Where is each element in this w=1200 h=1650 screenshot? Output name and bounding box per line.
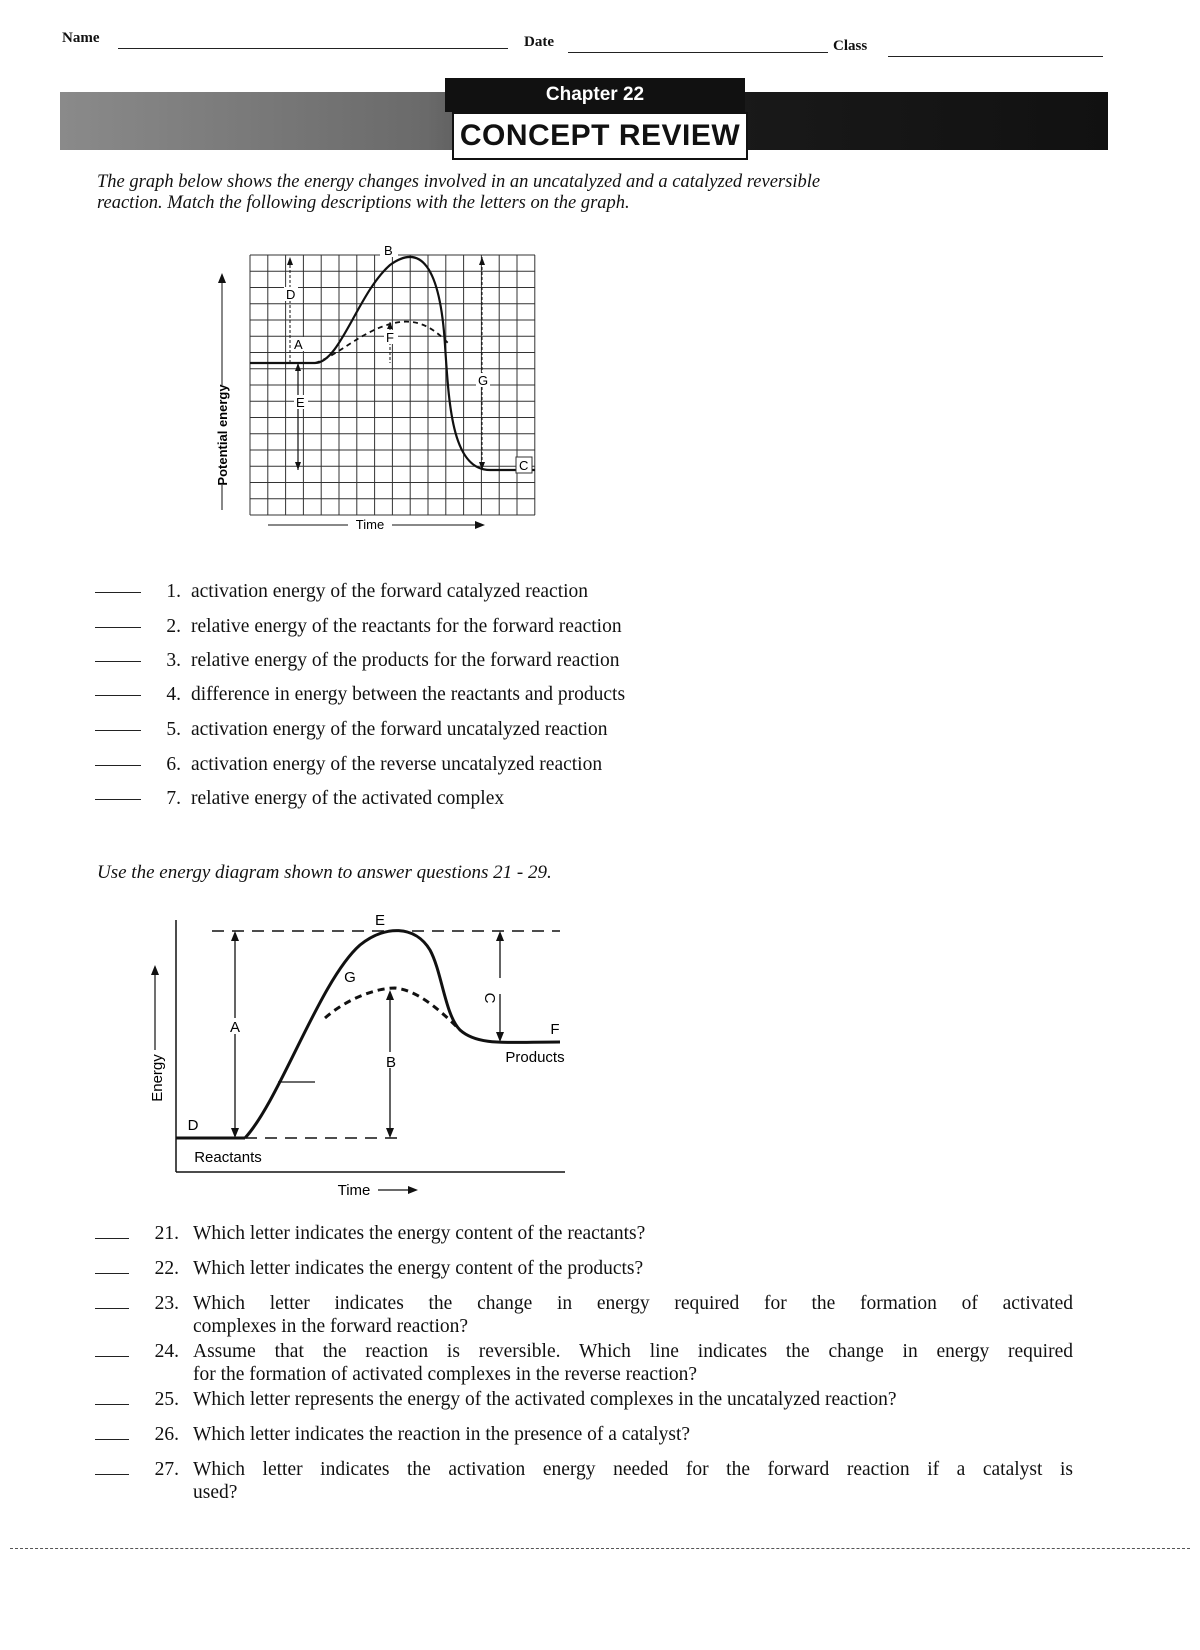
bottom-divider [10,1548,1190,1549]
answer-blank[interactable] [95,627,141,628]
section2-question-list: 21. Which letter indicates the energy content of the reactants? 22. Which letter indicates the energy content of the products? 23. Which letter indicates the change in energy required for the formation of activated complexes in the forward reaction? 24. Assume that the reaction is reversible. Which line indicates the change in energy required for the formation of activated complexes in the reverse reaction? 25. Which letter represents the energy of the activated complexes in the uncatalyzed reaction? 26. Which letter indicates the reaction in the presence of a catalyst? 27. Which letter indicates the activation energy needed for the forward reaction if a catalyst is used? [95,1222,1075,1522]
list-item: 5. activation energy of the forward uncatalyzed reaction [95,718,608,742]
answer-blank[interactable] [95,1474,129,1475]
chapter-number: Chapter 22 [445,78,745,112]
list-item: 2. relative energy of the reactants for the forward reaction [95,615,622,639]
graph1-letter-f: F [386,330,394,345]
answer-blank[interactable] [95,1356,129,1357]
list-item: 1. activation energy of the forward catalyzed reaction [95,580,588,604]
graph1-letter-a: A [294,337,303,352]
diagram2-y-label: Energy [149,1054,166,1102]
answer-blank[interactable] [95,661,141,662]
graph1-letter-c: C [519,458,529,473]
graph1-letter-e: E [296,395,305,410]
graph1-catalyzed-curve [315,322,450,363]
energy-graph-1 [200,245,540,570]
section1-intro-line2: reaction. Match the following descriptions with the letters on the graph. [97,193,630,213]
class-label: Class [833,38,868,54]
section1-intro [97,172,1077,214]
answer-blank[interactable] [95,1439,129,1440]
answer-blank[interactable] [95,765,141,766]
answer-blank[interactable] [95,1404,129,1405]
list-item: 7. relative energy of the activated complex [95,787,504,811]
list-item: 4. difference in energy between the reactants and products [95,683,625,707]
diagram2-x-label: Time [337,1182,371,1199]
list-item: 3. relative energy of the products for the forward reaction [95,649,619,673]
name-field[interactable] [118,48,508,49]
graph1-y-label: Potential energy [215,384,230,486]
graph1-letter-g: G [478,373,489,388]
name-label: Name [62,30,100,46]
graph1-letter-b: B [384,245,393,258]
diagram2-letter-e: E [374,912,386,929]
answer-blank[interactable] [95,1238,129,1239]
diagram2-uncatalyzed-curve [245,931,560,1138]
list-item: 6. activation energy of the reverse uncatalyzed reaction [95,753,602,777]
date-label: Date [524,34,554,50]
diagram2-letter-f: F [550,1021,560,1038]
graph1-x-label: Time [355,517,385,532]
answer-blank[interactable] [95,1308,129,1309]
diagram2-letter-c: C [481,992,498,1004]
energy-diagram-2 [140,900,620,1210]
graph1-letter-d: D [286,287,296,302]
answer-blank[interactable] [95,695,141,696]
section2-intro: Use the energy diagram shown to answer questions 21 - 29. [97,862,552,883]
answer-blank[interactable] [95,730,141,731]
diagram2-letter-d: D [187,1117,199,1134]
answer-blank[interactable] [95,592,141,593]
diagram2-reactants-label: Reactants [194,1149,262,1166]
section1-intro-line1: The graph below shows the energy changes involved in an uncatalyzed and a catalyzed reversible [97,172,821,192]
diagram2-letter-b: B [385,1054,397,1071]
diagram2-catalyzed-curve [325,988,460,1030]
answer-blank[interactable] [95,799,141,800]
diagram2-products-label: Products [505,1049,565,1066]
date-field[interactable] [568,52,828,53]
answer-blank[interactable] [95,1273,129,1274]
page-title: CONCEPT REVIEW [452,112,748,160]
class-field[interactable] [888,56,1103,57]
diagram2-letter-a: A [229,1019,241,1036]
diagram2-letter-g: G [344,969,356,986]
